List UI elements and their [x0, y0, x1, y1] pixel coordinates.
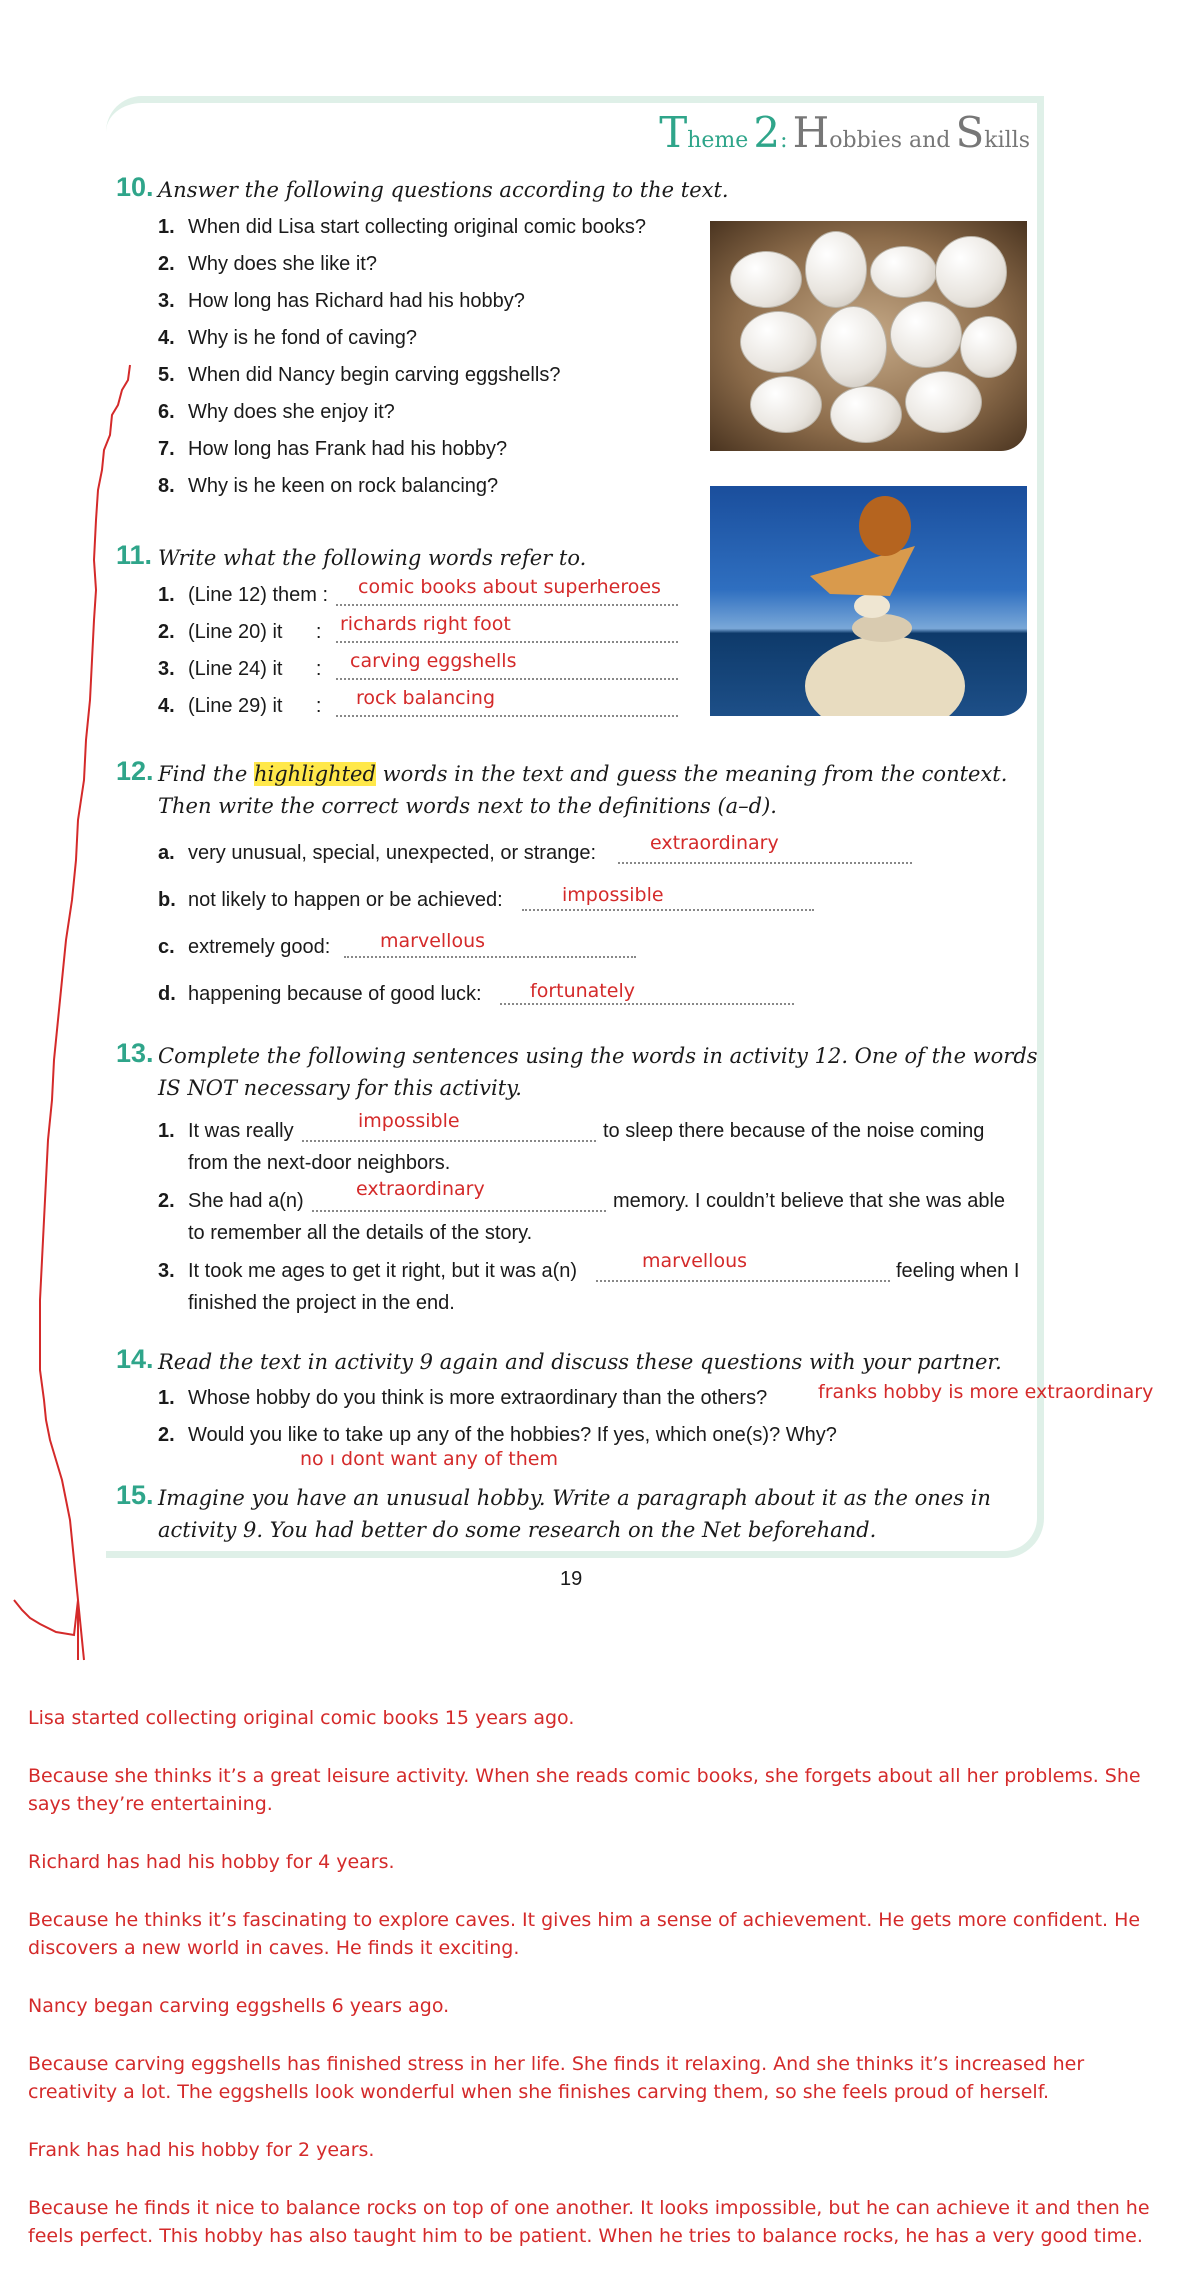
- answer-paragraph: Lisa started collecting original comic books 15 years ago.: [28, 1707, 575, 1729]
- item-text: Why does she like it?: [188, 253, 377, 275]
- answer-paragraph: Because carving eggshells has finished stress in her life. She finds it relaxing. And she thinks it’s increased her creativity a lot. The eggshells look wonderful when she finishes carving them, so she feels proud of herself.: [28, 2053, 1085, 2103]
- list-item: [158, 475, 498, 498]
- instruction-text: Find the: [158, 762, 254, 786]
- list-item: [158, 621, 321, 644]
- instruction-text: words in the text and guess the meaning from the context.: [375, 762, 1008, 786]
- sentence-continuation: from the next-door neighbors.: [188, 1152, 451, 1174]
- skills-letter: S: [955, 108, 985, 157]
- item-number: 5.: [158, 364, 175, 386]
- question-13-instruction: Complete the following sentences using the words in activity 12. One of the words: [158, 1044, 1038, 1068]
- list-item: [158, 695, 321, 718]
- answer-paragraph: Nancy began carving eggshells 6 years ago.: [28, 1995, 450, 2017]
- item-number: 4.: [158, 327, 175, 349]
- list-item: [158, 584, 328, 607]
- answer-line[interactable]: [596, 1280, 890, 1282]
- list-item: [158, 889, 503, 912]
- answer-line[interactable]: [302, 1140, 596, 1142]
- item-text: (Line 29) it :: [188, 695, 322, 717]
- handwritten-answer: rock balancing: [356, 687, 496, 709]
- list-item: [158, 1424, 837, 1447]
- item-number: b.: [158, 889, 176, 911]
- list-item: [158, 253, 377, 276]
- item-number: 6.: [158, 401, 175, 423]
- list-item: [158, 290, 525, 313]
- question-12-instruction-line2: Then write the correct words next to the definitions (a–d).: [158, 794, 777, 818]
- theme-word: heme: [687, 128, 749, 153]
- item-number: 4.: [158, 695, 175, 717]
- answer-line[interactable]: [522, 909, 814, 911]
- item-text: Why is he keen on rock balancing?: [188, 475, 499, 497]
- carved-eggshells-photo: [710, 221, 1027, 451]
- list-item: [158, 1260, 577, 1283]
- theme-letter: T: [659, 108, 688, 157]
- handwritten-answer: impossible: [358, 1110, 460, 1132]
- item-text: happening because of good luck:: [188, 983, 482, 1005]
- handwritten-answer: no ı dont want any of them: [300, 1448, 558, 1470]
- highlighted-word: highlighted: [254, 762, 376, 786]
- item-number: 2.: [158, 1190, 175, 1212]
- item-text: Would you like to take up any of the hobbies? If yes, which one(s)? Why?: [188, 1424, 837, 1446]
- list-item: [158, 1387, 767, 1410]
- item-text: extremely good:: [188, 936, 331, 958]
- answer-paragraph: Richard has had his hobby for 4 years.: [28, 1851, 395, 1873]
- handwritten-answer: richards right foot: [340, 613, 511, 635]
- question-10-instruction: Answer the following questions according to the text.: [158, 178, 729, 202]
- list-item: [158, 327, 417, 350]
- handwritten-answer: extraordinary: [356, 1178, 485, 1200]
- skills-word: kills: [984, 128, 1030, 153]
- answer-line[interactable]: [336, 641, 678, 643]
- question-14-number: 14.: [116, 1344, 154, 1374]
- item-text: Why is he fond of caving?: [188, 327, 418, 349]
- sentence-start: It took me ages to get it right, but it was a(n): [188, 1260, 578, 1282]
- answer-paragraph: Because he finds it nice to balance rocks on top of one another. It looks impossible, but he can achieve it and then he feels perfect. This hobby has also taught him to be patient. When he tries to balance rocks, he has a very good time.: [28, 2197, 1150, 2247]
- answer-line[interactable]: [344, 956, 636, 958]
- item-text: Why does she enjoy it?: [188, 401, 395, 423]
- question-12-instruction: [158, 758, 1007, 790]
- handwritten-answer: comic books about superheroes: [358, 576, 661, 598]
- answer-line[interactable]: [336, 678, 678, 680]
- list-item: [158, 1120, 294, 1143]
- item-number: 7.: [158, 438, 175, 460]
- item-number: 3.: [158, 1260, 175, 1282]
- question-11-instruction: Write what the following words refer to.: [158, 546, 587, 570]
- question-15-number: 15.: [116, 1480, 154, 1510]
- item-text: very unusual, special, unexpected, or strange:: [188, 842, 597, 864]
- question-13-number: 13.: [116, 1038, 154, 1068]
- list-item: [158, 401, 395, 424]
- item-text: When did Nancy begin carving eggshells?: [188, 364, 561, 386]
- answer-paragraph: Because she thinks it’s a great leisure activity. When she reads comic books, she forgets about all her problems. She says they’re entertaining.: [28, 1765, 1141, 1815]
- item-text: How long has Richard had his hobby?: [188, 290, 525, 312]
- question-13-instruction-line2: IS NOT necessary for this activity.: [158, 1076, 522, 1100]
- question-15-instruction-line2: activity 9. You had better do some research on the Net beforehand.: [158, 1518, 877, 1542]
- handwritten-answer: carving eggshells: [350, 650, 517, 672]
- item-number: 1.: [158, 216, 175, 238]
- question-10-number: 10.: [116, 172, 154, 202]
- list-item: [158, 1190, 304, 1213]
- hobbies-letter: H: [792, 108, 830, 157]
- list-item: [158, 983, 482, 1006]
- answer-line[interactable]: [500, 1003, 794, 1005]
- question-14-instruction: Read the text in activity 9 again and discuss these questions with your partner.: [158, 1350, 1002, 1374]
- question-11-number: 11.: [116, 540, 153, 570]
- handwritten-answer: impossible: [562, 884, 664, 906]
- handwritten-answer: fortunately: [530, 980, 635, 1002]
- item-number: a.: [158, 842, 175, 864]
- handwritten-answer: extraordinary: [650, 832, 779, 854]
- list-item: [158, 842, 596, 865]
- item-number: 2.: [158, 1424, 175, 1446]
- theme-header: [659, 108, 1030, 157]
- item-number: 8.: [158, 475, 175, 497]
- answer-line[interactable]: [618, 862, 912, 864]
- sentence-end: feeling when I: [896, 1260, 1020, 1282]
- item-number: c.: [158, 936, 175, 958]
- answer-line[interactable]: [336, 715, 678, 717]
- page-number: 19: [560, 1568, 583, 1590]
- handwritten-answer: marvellous: [642, 1250, 748, 1272]
- list-item: [158, 216, 646, 239]
- item-number: 2.: [158, 253, 175, 275]
- item-text: (Line 24) it :: [188, 658, 322, 680]
- handwritten-answer: marvellous: [380, 930, 486, 952]
- list-item: [158, 658, 321, 681]
- hobbies-word: obbies and: [829, 128, 951, 153]
- theme-number: 2: [753, 108, 781, 157]
- item-text: (Line 20) it :: [188, 621, 322, 643]
- balanced-rocks-photo: [710, 486, 1027, 716]
- item-number: 1.: [158, 584, 175, 606]
- item-number: 2.: [158, 621, 175, 643]
- item-text: When did Lisa start collecting original comic books?: [188, 216, 646, 238]
- item-number: 3.: [158, 290, 175, 312]
- question-15-instruction: Imagine you have an unusual hobby. Write a paragraph about it as the ones in: [158, 1486, 991, 1510]
- handwritten-answer: franks hobby is more extraordinary: [818, 1381, 1154, 1403]
- item-number: 1.: [158, 1120, 175, 1142]
- list-item: [158, 364, 560, 387]
- answer-paragraph: Because he thinks it’s fascinating to explore caves. It gives him a sense of achievement. He gets more confident. He discovers a new world in caves. He finds it exciting.: [28, 1909, 1141, 1959]
- item-number: 1.: [158, 1387, 175, 1409]
- item-text: (Line 12) them :: [188, 584, 329, 606]
- item-number: 3.: [158, 658, 175, 680]
- item-text: Whose hobby do you think is more extraordinary than the others?: [188, 1387, 768, 1409]
- list-item: [158, 438, 507, 461]
- answer-paragraph: Frank has had his hobby for 2 years.: [28, 2139, 375, 2161]
- sentence-continuation: to remember all the details of the story.: [188, 1222, 533, 1244]
- answer-line[interactable]: [336, 604, 678, 606]
- theme-colon: :: [780, 128, 788, 153]
- item-text: How long has Frank had his hobby?: [188, 438, 508, 460]
- answer-line[interactable]: [312, 1210, 606, 1212]
- sentence-continuation: finished the project in the end.: [188, 1292, 455, 1314]
- item-text: not likely to happen or be achieved:: [188, 889, 503, 911]
- list-item: [158, 936, 330, 959]
- question-12-number: 12.: [116, 756, 154, 786]
- sentence-end: memory. I couldn’t believe that she was able: [613, 1190, 1006, 1212]
- sentence-start: It was really: [188, 1120, 294, 1142]
- item-number: d.: [158, 983, 176, 1005]
- sentence-start: She had a(n): [188, 1190, 304, 1212]
- sentence-end: to sleep there because of the noise coming: [603, 1120, 985, 1142]
